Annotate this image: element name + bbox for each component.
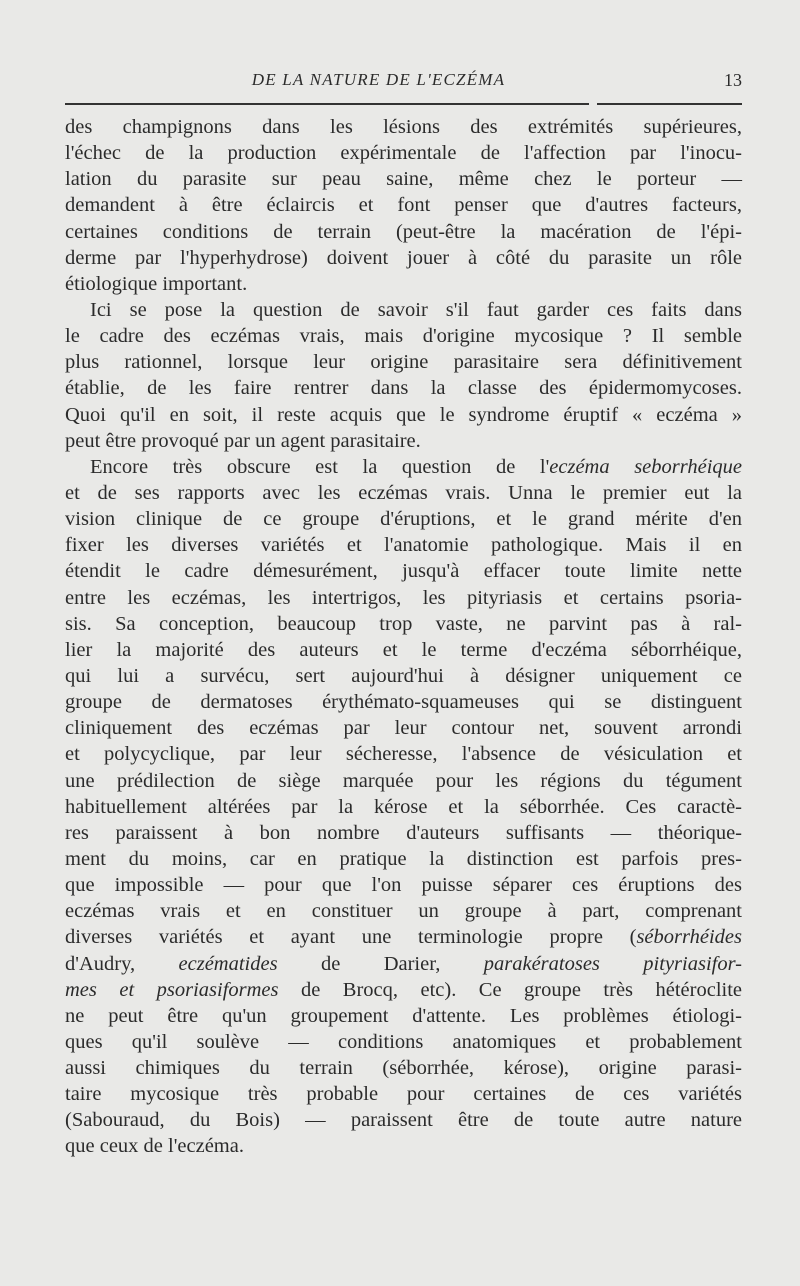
text-line <box>65 166 742 192</box>
text-line <box>65 898 742 924</box>
text-segment: peut être provoqué par un agent parasitaire. <box>65 429 421 452</box>
text-segment: res paraissent à bon nombre d'auteurs suffisants — théorique- <box>65 821 742 844</box>
text-segment: entre les eczémas, les intertrigos, les pityriasis et certains psoria- <box>65 586 742 609</box>
text-segment: d'Audry, <box>65 952 179 975</box>
text-segment: ques qu'il soulève — conditions anatomiques et probablement <box>65 1030 742 1053</box>
text-line <box>65 428 742 454</box>
text-line <box>65 846 742 872</box>
text-segment: Encore très obscure est la question de l' <box>90 455 550 478</box>
text-segment: demandent à être éclaircis et font penser que d'autres facteurs, <box>65 194 742 217</box>
text-segment: et polycyclique, par leur sécheresse, l'absence de vésiculation et <box>65 743 742 766</box>
text-segment: le cadre des eczémas vrais, mais d'origine mycosique ? Il semble <box>65 325 742 348</box>
text-line <box>65 219 742 245</box>
text-line <box>65 820 742 846</box>
text-segment: de Darier, <box>277 952 484 975</box>
text-line <box>65 140 742 166</box>
text-segment: des champignons dans les lésions des extrémités supérieures, <box>65 116 742 138</box>
text-line <box>65 1055 742 1081</box>
text-line <box>65 637 742 663</box>
text-line <box>65 245 742 271</box>
text-line <box>65 977 742 1003</box>
text-segment: sis. Sa conception, beaucoup trop vaste, ne parvint pas à ral- <box>65 612 742 635</box>
text-segment: eczémas vrais et en constituer un groupe à part, comprenant <box>65 900 742 923</box>
text-line <box>65 741 742 767</box>
text-line <box>65 454 742 480</box>
text-segment: que ceux de l'eczéma. <box>65 1135 244 1158</box>
header-rule-short <box>597 103 742 105</box>
text-segment: ment du moins, car en pratique la distinction est parfois pres- <box>65 847 742 870</box>
text-line <box>65 1003 742 1029</box>
text-line <box>65 715 742 741</box>
text-line <box>65 611 742 637</box>
italic-text: séborrhéides <box>636 926 742 949</box>
text-line <box>65 532 742 558</box>
text-line <box>65 1107 742 1133</box>
text-segment: une prédilection de siège marquée pour les régions du tégument <box>65 769 742 792</box>
italic-text: eczéma seborrhéique <box>549 455 743 478</box>
text-segment: établie, de les faire rentrer dans la classe des épidermomycoses. <box>65 377 742 400</box>
text-line <box>65 1133 742 1159</box>
text-segment: (Sabouraud, du Bois) — paraissent être de toute autre nature <box>65 1109 742 1132</box>
text-line <box>65 297 742 323</box>
text-segment: lation du parasite sur peau saine, même chez le porteur — <box>65 168 742 191</box>
text-line <box>65 585 742 611</box>
text-line <box>65 872 742 898</box>
text-segment: étiologique important. <box>65 272 248 295</box>
text-segment: ne peut être qu'un groupement d'attente. Les problèmes étiologi- <box>65 1004 742 1027</box>
text-line <box>65 480 742 506</box>
text-segment: groupe de dermatoses érythémato-squameuses qui se distinguent <box>65 691 742 714</box>
text-line <box>65 794 742 820</box>
body-text <box>65 114 742 1160</box>
text-line <box>65 349 742 375</box>
text-segment: cliniquement des eczémas par leur contour net, souvent arrondi <box>65 717 742 740</box>
text-line <box>65 558 742 584</box>
header-rule <box>65 103 589 105</box>
text-segment: que impossible — pour que l'on puisse séparer ces éruptions des <box>65 874 742 897</box>
text-line <box>65 192 742 218</box>
text-line <box>65 375 742 401</box>
page-number: 13 <box>724 70 742 90</box>
text-line <box>65 1029 742 1055</box>
text-segment: Ici se pose la question de savoir s'il faut garder ces faits dans <box>90 298 742 321</box>
text-line <box>65 924 742 950</box>
text-segment: étendit le cadre démesurément, jusqu'à effacer toute limite nette <box>65 560 742 583</box>
text-segment: de Brocq, etc). Ce groupe très hétéroclite <box>278 978 742 1001</box>
text-line <box>65 1081 742 1107</box>
text-segment: vision clinique de ce groupe d'éruptions, et le grand mérite d'en <box>65 508 742 531</box>
text-segment: l'échec de la production expérimentale de l'affection par l'inocu- <box>65 142 742 165</box>
text-segment: habituellement altérées par la kérose et la séborrhée. Ces caractè- <box>65 795 742 818</box>
text-line <box>65 402 742 428</box>
text-segment: derme par l'hyperhydrose) doivent jouer à côté du parasite un rôle <box>65 246 742 269</box>
text-line <box>65 323 742 349</box>
text-line <box>65 663 742 689</box>
text-line <box>65 506 742 532</box>
text-segment: taire mycosique très probable pour certaines de ces variétés <box>65 1083 742 1106</box>
text-segment: lier la majorité des auteurs et le terme d'eczéma séborrhéique, <box>65 638 742 661</box>
text-segment: fixer les diverses variétés et l'anatomie pathologique. Mais il en <box>65 534 742 557</box>
text-segment: certaines conditions de terrain (peut-être la macération de l'épi- <box>65 220 742 243</box>
text-segment: aussi chimiques du terrain (séborrhée, kérose), origine parasi- <box>65 1057 742 1080</box>
text-line <box>65 271 742 297</box>
italic-text: eczématides <box>178 952 278 975</box>
running-header <box>65 70 742 96</box>
text-segment: et de ses rapports avec les eczémas vrais. Unna le premier eut la <box>65 481 742 504</box>
text-segment: Quoi qu'il en soit, il reste acquis que le syndrome éruptif « eczéma » <box>65 403 742 426</box>
italic-text: parakératoses pityriasifor- <box>483 952 742 975</box>
italic-text: mes et psoriasiformes <box>65 978 279 1001</box>
text-segment: diverses variétés et ayant une terminologie propre ( <box>65 926 637 949</box>
text-segment: plus rationnel, lorsque leur origine parasitaire sera définitivement <box>65 351 742 374</box>
text-line <box>65 951 742 977</box>
running-title: DE LA NATURE DE L'ECZÉMA <box>251 70 506 89</box>
text-line <box>65 689 742 715</box>
text-segment: qui lui a survécu, sert aujourd'hui à désigner uniquement ce <box>65 664 742 687</box>
text-line <box>65 114 742 140</box>
text-line <box>65 768 742 794</box>
